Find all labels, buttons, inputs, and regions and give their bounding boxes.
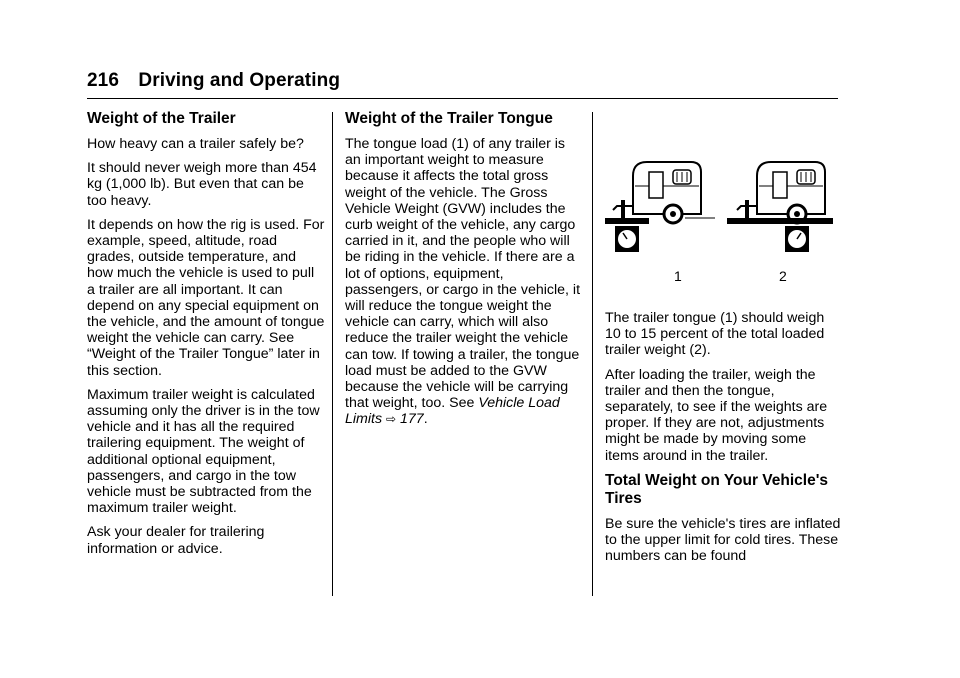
vehicle-load-limits-link[interactable]: Vehicle Load Limits (345, 395, 560, 428)
col1-paragraph-3: It depends on how the rig is used. For example, speed, altitude, road grades, outside temperature, and how much the vehicle is used to pull a trailer are all important. It can depend on any special equipment on the vehicle, and the amount of tongue weight the vehicle can carry. See “Weight of the Trailer Tongue” later in this section. (87, 216, 325, 379)
page-header (87, 70, 340, 92)
col3-paragraph-2: After loading the trailer, weigh the trailer and then the tongue, separately, to see if the weights are proper. If they are not, adjustments might be made by moving some items around in the trailer. (605, 366, 828, 464)
trailer-1-icon (605, 162, 715, 252)
col1-paragraph-4: Maximum trailer weight is calculated assuming only the driver is in the tow vehicle and it has all the required trailering equipment. The weight of additional optional equipment, passengers, and cargo in the tow vehicle must be subtracted from the maximum trailer weight. (87, 386, 320, 517)
heading-total-weight-on-tires: Total Weight on Your Vehicle's Tires (605, 471, 829, 507)
header-rule (87, 98, 838, 99)
column-1 (87, 108, 325, 565)
col3-paragraph-1: The trailer tongue (1) should weigh 10 to 15 percent of the total loaded trailer weight (2). (605, 310, 825, 359)
col1-paragraph-1: How heavy can a trailer safely be? (87, 136, 304, 152)
figure-label-2: 2 (779, 268, 787, 284)
section-title: Driving and Operating (138, 70, 341, 91)
page-reference-icon: ⇨ (386, 412, 397, 427)
figure-label-1: 1 (674, 268, 682, 284)
column-divider-1 (332, 112, 333, 596)
heading-weight-of-trailer: Weight of the Trailer (87, 110, 236, 127)
page-number: 216 (87, 70, 120, 91)
heading-weight-of-trailer-tongue: Weight of the Trailer Tongue (345, 110, 553, 127)
column-2 (345, 108, 583, 436)
trailer-2-icon (727, 162, 833, 252)
col2-paragraph-1 (345, 136, 583, 428)
col3-paragraph-3: Be sure the vehicle's tires are inflated to the upper limit for cold tires. These numbers can be found (605, 515, 841, 565)
col2-paragraph-1-text: The tongue load (1) of any trailer is an important weight to measure because it affects the total gross weight of the vehicle. The Gross Vehicle Weight (GVW) includes the curb weight of the vehicle, any cargo carried in it, and the people who will be riding in the vehicle. If there are a lot of options, equipment, passengers, or cargo in the vehicle, it will reduce the tongue weight the vehicle can carry, which will also reduce the trailer weight the vehicle can tow. If towing a trailer, the tongue load must be added to the GVW because the vehicle will be carrying that weight, too. See (345, 136, 581, 412)
column-3 (605, 108, 843, 572)
reference-page-number[interactable]: 177 (400, 411, 424, 428)
col1-paragraph-2: It should never weigh more than 454 kg (1,000 lb). But even that can be too heavy. (87, 160, 317, 209)
column-divider-2 (592, 112, 593, 596)
col1-paragraph-5: Ask your dealer for trailering information or advice. (87, 524, 265, 557)
reference-end: . (423, 411, 428, 428)
tongue-weight-illustration (605, 108, 843, 286)
trailer-scale-diagram (605, 156, 839, 264)
